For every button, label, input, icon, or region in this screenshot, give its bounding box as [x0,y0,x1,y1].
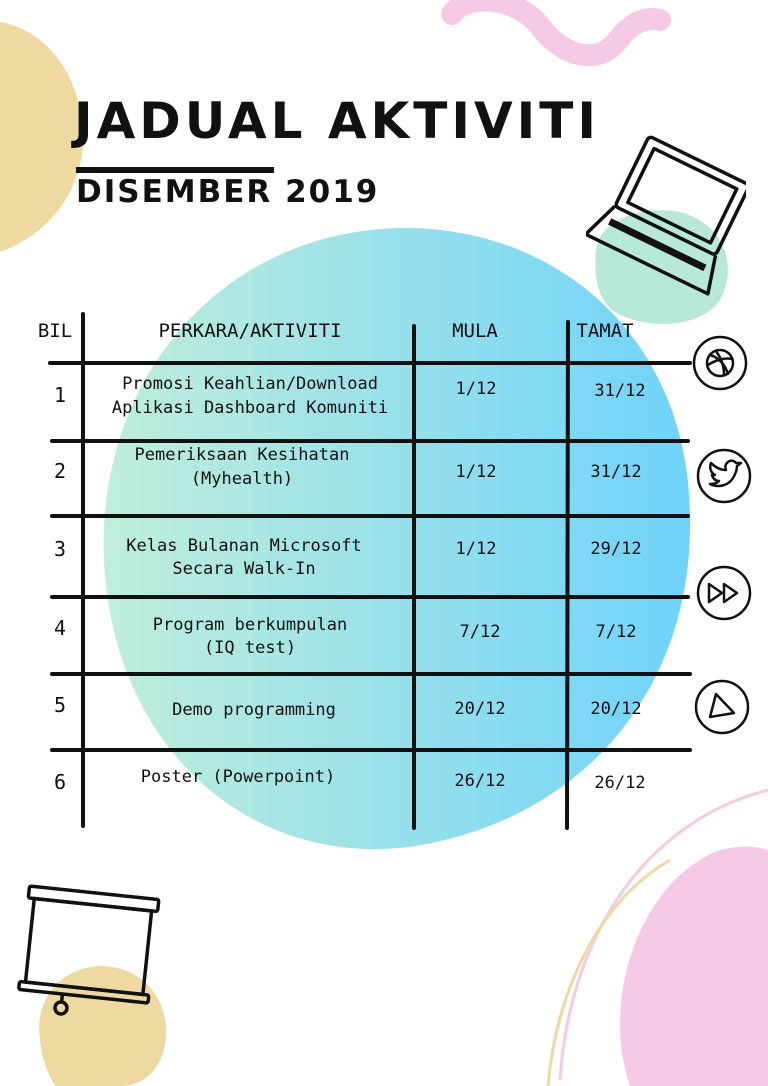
row-number: 2 [53,459,67,483]
end-date: 20/12 [590,699,642,719]
end-date: 7/12 [595,622,637,642]
activity-line: (IQ test) [203,638,297,658]
row-number: 1 [53,383,67,407]
end-date: 26/12 [594,773,646,793]
activity-line: Pemeriksaan Kesihatan [134,445,350,465]
page-subtitle: DISEMBER 2019 [76,174,380,210]
end-date: 31/12 [590,462,642,482]
start-date: 7/12 [459,622,501,642]
start-date: 20/12 [454,699,506,719]
header-mula: MULA [452,320,498,342]
activity-line: Demo programming [172,700,336,720]
play-triangle-icon[interactable] [692,677,752,737]
dribbble-icon[interactable] [690,333,750,393]
end-date: 29/12 [590,539,642,559]
row-number: 3 [53,537,67,561]
page-title: JADUAL AKTIVITI [74,92,600,150]
start-date: 1/12 [455,539,497,559]
header-perkara: PERKARA/AKTIVITI [158,320,342,342]
row-number: 5 [53,693,67,717]
row-number: 6 [53,770,67,794]
start-date: 26/12 [454,771,506,791]
activity-line: Promosi Keahlian/Download [122,374,378,394]
activity-line: (Myhealth) [190,469,294,489]
activity-line: Secara Walk-In [172,559,316,579]
header-tamat: TAMAT [576,320,634,342]
fast-forward-icon[interactable] [694,563,754,623]
start-date: 1/12 [455,379,497,399]
activity-line: Aplikasi Dashboard Komuniti [111,398,389,418]
activity-line: Program berkumpulan [152,615,348,635]
header-bil: BIL [37,320,73,342]
twitter-icon[interactable] [694,446,754,506]
row-number: 4 [53,616,67,640]
activity-line: Poster (Powerpoint) [140,767,336,787]
activity-line: Kelas Bulanan Microsoft [126,536,362,556]
end-date: 31/12 [594,381,646,401]
start-date: 1/12 [455,462,497,482]
